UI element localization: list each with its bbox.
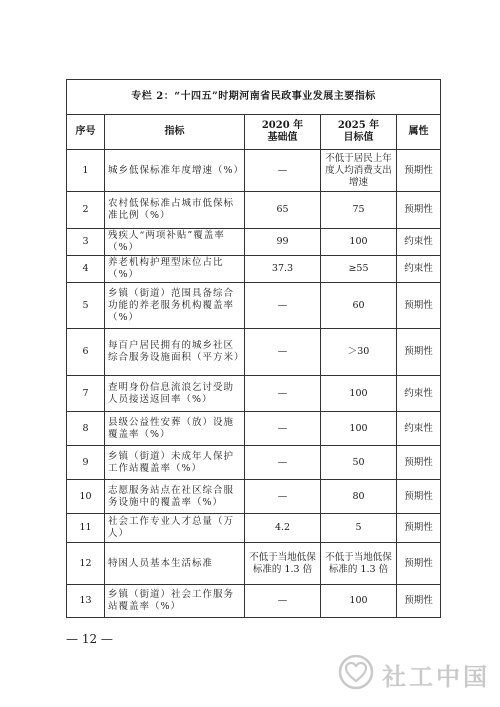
table-title-row [67,80,441,115]
row-base: — [245,150,321,192]
table-row [67,229,441,256]
row-attr: 预期性 [397,585,441,618]
row-attr: 约束性 [397,412,441,446]
row-base: — [245,283,321,329]
row-target: 50 [321,446,397,480]
row-target: 100 [321,229,397,256]
row-target: 100 [321,376,397,412]
row-target: 不低于居民上年度人均消费支出增速 [321,150,397,192]
row-base: — [245,412,321,446]
row-indicator: 城乡低保标准年度增速（%） [105,150,245,192]
row-attr: 预期性 [397,150,441,192]
row-attr: 预期性 [397,329,441,376]
row-base: — [245,329,321,376]
row-no: 3 [67,229,105,256]
row-base: — [245,585,321,618]
row-base: — [245,480,321,514]
row-indicator: 乡镇（街道）社会工作服务站覆盖率（%） [105,585,245,618]
table-row [67,480,441,514]
row-target: ≥55 [321,256,397,283]
row-indicator: 每百户居民拥有的城乡社区综合服务设施面积（平方米） [105,329,245,376]
table-row [67,543,441,585]
row-attr: 约束性 [397,256,441,283]
table-row [67,329,441,376]
row-no: 11 [67,514,105,543]
header-base: 2020 年 基础值 [245,115,321,150]
row-target: 100 [321,412,397,446]
table-row [67,514,441,543]
row-base: 37.3 [245,256,321,283]
row-no: 2 [67,192,105,229]
row-no: 5 [67,283,105,329]
row-indicator: 乡镇（街道）未成年人保护工作站覆盖率（%） [105,446,245,480]
header-indicator: 指标 [105,115,245,150]
header-no: 序号 [67,115,105,150]
row-attr: 预期性 [397,446,441,480]
row-base: 65 [245,192,321,229]
header-target: 2025 年 目标值 [321,115,397,150]
row-no: 8 [67,412,105,446]
row-indicator: 残疾人“两项补贴”覆盖率（%） [105,229,245,256]
table-row [67,150,441,192]
row-indicator: 农村低保标准占城市低保标准比例（%） [105,192,245,229]
row-no: 1 [67,150,105,192]
row-attr: 约束性 [397,229,441,256]
row-indicator: 乡镇（街道）范围具备综合功能的养老服务机构覆盖率（%） [105,283,245,329]
row-base: — [245,446,321,480]
table-title: 专栏 2：“十四五”时期河南省民政事业发展主要指标 [67,80,441,115]
row-base: 99 [245,229,321,256]
row-indicator: 查明身份信息流浪乞讨受助人员接送返回率（%） [105,376,245,412]
row-indicator: 社会工作专业人才总量（万人） [105,514,245,543]
row-target: 80 [321,480,397,514]
table-row [67,376,441,412]
row-indicator: 志愿服务站点在社区综合服务设施中的覆盖率（%） [105,480,245,514]
row-target: ＞30 [321,329,397,376]
row-no: 7 [67,376,105,412]
row-attr: 约束性 [397,376,441,412]
row-no: 9 [67,446,105,480]
watermark-text: 社工中国 [382,662,490,691]
table-row [67,446,441,480]
row-target: 不低于当地低保标准的 1.3 倍 [321,543,397,585]
table-header-row [67,115,441,150]
row-target: 60 [321,283,397,329]
table-row [67,256,441,283]
indicators-table [66,79,441,618]
heart-logo-icon [338,654,374,694]
row-attr: 预期性 [397,480,441,514]
header-attr: 属性 [397,115,441,150]
row-attr: 预期性 [397,283,441,329]
row-no: 12 [67,543,105,585]
row-no: 4 [67,256,105,283]
table-row [67,585,441,618]
row-base: 不低于当地低保标准的 1.3 倍 [245,543,321,585]
row-attr: 预期性 [397,192,441,229]
row-indicator: 县级公益性安葬（放）设施覆盖率（%） [105,412,245,446]
row-target: 5 [321,514,397,543]
page-number: — 12 — [66,632,113,646]
table-row [67,192,441,229]
row-no: 13 [67,585,105,618]
row-indicator: 特困人员基本生活标准 [105,543,245,585]
row-base: 4.2 [245,514,321,543]
row-attr: 预期性 [397,514,441,543]
table-row [67,283,441,329]
row-target: 100 [321,585,397,618]
row-indicator: 养老机构护理型床位占比（%） [105,256,245,283]
watermark [338,654,490,694]
table-row [67,412,441,446]
row-no: 6 [67,329,105,376]
row-base: — [245,376,321,412]
row-no: 10 [67,480,105,514]
row-target: 75 [321,192,397,229]
row-attr: 预期性 [397,543,441,585]
